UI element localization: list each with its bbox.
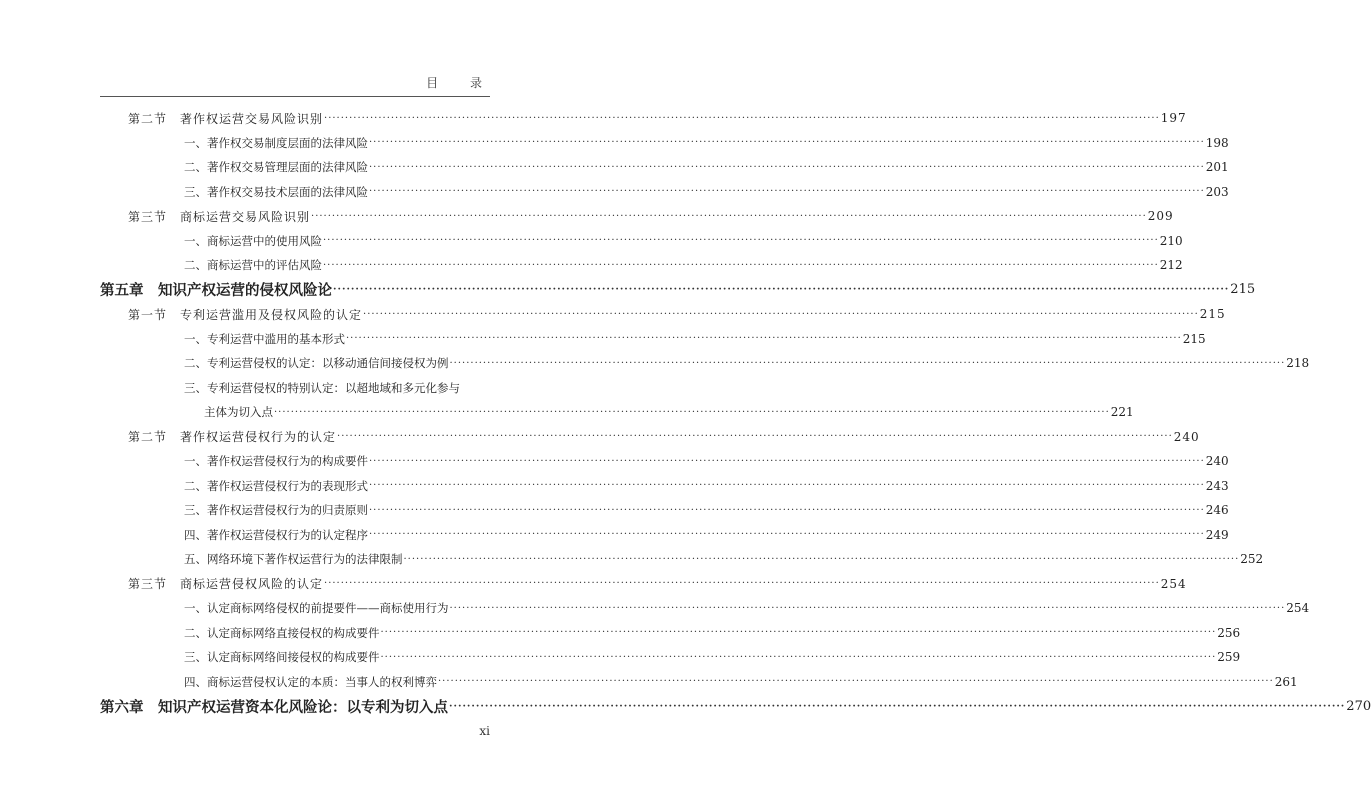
section-number: 第三节 — [128, 209, 168, 224]
leader-dots: ········································································································································································································ — [369, 186, 1205, 198]
toc-item-row[interactable] — [100, 547, 1264, 572]
toc-item-row[interactable] — [100, 523, 1229, 548]
toc-entry-title: 第六章 知识产权运营资本化风险论：以专利为切入点 — [100, 698, 448, 716]
toc-item-row[interactable] — [100, 131, 1229, 156]
toc-item-row[interactable] — [100, 449, 1229, 474]
toc-page-number: 215 — [1199, 307, 1226, 322]
leader-dots: ········································································································································································································ — [333, 284, 1230, 296]
leader-dots: ········································································································································································································ — [449, 357, 1286, 369]
leader-dots: ········································································································································································································ — [369, 455, 1205, 467]
toc-section-row[interactable] — [100, 572, 1187, 597]
toc-page-number: 198 — [1205, 135, 1229, 150]
toc-entry-title: 三、专利运营侵权的特别认定：以超地域和多元化参与 — [184, 380, 460, 395]
toc-page-number: 218 — [1286, 356, 1310, 371]
leader-dots: ········································································································································································································ — [380, 627, 1217, 639]
toc-item-row[interactable] — [100, 498, 1229, 523]
toc-item-row[interactable] — [100, 253, 1183, 278]
leader-dots: ········································································································································································································ — [369, 504, 1205, 516]
toc-entry-title: 二、著作权交易管理层面的法律风险 — [184, 160, 368, 175]
toc-page-number: 249 — [1205, 527, 1229, 542]
section-title: 专利运营滥用及侵权风险的认定 — [180, 307, 363, 322]
toc-entry-title — [128, 110, 323, 127]
toc-entry-title: 五、网络环境下著作权运营行为的法律限制 — [184, 552, 403, 567]
leader-dots: ········································································································································································································ — [346, 333, 1182, 345]
toc-entry-title: 第五章 知识产权运营的侵权风险论 — [100, 282, 332, 300]
toc-page-number: 243 — [1205, 478, 1229, 493]
leader-dots: ········································································································································································································ — [369, 137, 1205, 149]
toc-page-number: 201 — [1205, 160, 1229, 175]
toc-item-row[interactable] — [100, 670, 1298, 695]
toc-entry-title: 一、认定商标网络侵权的前提要件——商标使用行为 — [184, 601, 449, 616]
toc-entry-title — [128, 575, 323, 592]
toc-entry-title: 一、商标运营中的使用风险 — [184, 233, 322, 248]
toc-page-number: 215 — [1230, 282, 1256, 298]
toc-entry-title: 三、著作权交易技术层面的法律风险 — [184, 184, 368, 199]
toc-page-number: 259 — [1217, 650, 1241, 665]
toc-entry-title: 三、认定商标网络间接侵权的构成要件 — [184, 650, 380, 665]
toc-entry-title — [128, 428, 336, 445]
leader-dots: ········································································································································································································ — [324, 112, 1160, 124]
leader-dots: ········································································································································································································ — [324, 578, 1160, 590]
header-rule — [100, 96, 490, 97]
page-number: xi — [479, 724, 490, 738]
section-number: 第二节 — [128, 430, 168, 445]
leader-dots: ········································································································································································································ — [438, 676, 1274, 688]
leader-dots: ········································································································································································································ — [311, 210, 1147, 222]
toc-entry-title: 一、著作权运营侵权行为的构成要件 — [184, 454, 368, 469]
toc-item-row[interactable] — [100, 596, 1310, 621]
section-title: 商标运营交易风险识别 — [180, 209, 311, 224]
section-number: 第二节 — [128, 111, 168, 126]
toc-cont-row[interactable] — [100, 400, 1134, 425]
leader-dots: ········································································································································································································ — [449, 602, 1286, 614]
toc-page-number: 252 — [1240, 552, 1264, 567]
toc-page-number: 240 — [1173, 429, 1200, 444]
toc-page-number: 240 — [1205, 454, 1229, 469]
toc-item-row[interactable] — [100, 474, 1229, 499]
toc-item-row[interactable] — [100, 180, 1229, 205]
toc-page-number: 210 — [1159, 233, 1183, 248]
toc-entry-title: 二、认定商标网络直接侵权的构成要件 — [184, 625, 380, 640]
toc-entry-title — [128, 208, 310, 225]
toc-section-row[interactable] — [100, 106, 1187, 131]
leader-dots: ········································································································································································································ — [380, 651, 1217, 663]
toc-page-number: 197 — [1160, 111, 1187, 126]
toc-page-number: 246 — [1205, 503, 1229, 518]
leader-dots: ········································································································································································································ — [274, 406, 1110, 418]
toc-entry-title: 二、商标运营中的评估风险 — [184, 258, 322, 273]
toc-section-row[interactable] — [100, 204, 1174, 229]
toc-item-row[interactable] — [100, 229, 1183, 254]
section-number: 第一节 — [128, 307, 168, 322]
running-title: 目 录 — [426, 76, 496, 90]
toc-entry-title — [128, 306, 362, 323]
toc-page-number: 209 — [1147, 209, 1174, 224]
leader-dots: ········································································································································································································ — [403, 553, 1240, 565]
toc-entry-title: 三、著作权运营侵权行为的归责原则 — [184, 503, 368, 518]
table-of-contents — [100, 106, 1371, 719]
leader-dots: ········································································································································································································ — [337, 431, 1173, 443]
toc-item-row[interactable] — [100, 645, 1241, 670]
toc-page-number: 203 — [1205, 184, 1229, 199]
toc-item-row[interactable] — [100, 351, 1310, 376]
toc-item-row[interactable] — [100, 621, 1241, 646]
section-title: 著作权运营交易风险识别 — [180, 111, 324, 126]
leader-dots: ········································································································································································································ — [323, 259, 1159, 271]
toc-entry-title: 二、专利运营侵权的认定：以移动通信间接侵权为例 — [184, 356, 449, 371]
section-title: 著作权运营侵权行为的认定 — [180, 430, 337, 445]
toc-page-number: 256 — [1217, 625, 1241, 640]
toc-section-row[interactable] — [100, 425, 1200, 450]
toc-page-number: 215 — [1182, 331, 1206, 346]
toc-entry-title: 四、著作权运营侵权行为的认定程序 — [184, 527, 368, 542]
section-title: 商标运营侵权风险的认定 — [180, 577, 324, 592]
leader-dots: ········································································································································································································ — [323, 235, 1159, 247]
leader-dots: ········································································································································································································ — [369, 480, 1205, 492]
toc-page-number: 212 — [1159, 258, 1183, 273]
toc-section-row[interactable] — [100, 302, 1226, 327]
toc-entry-title: 四、商标运营侵权认定的本质：当事人的权利博弈 — [184, 674, 437, 689]
toc-page-number: 261 — [1274, 674, 1298, 689]
toc-page-number: 221 — [1110, 405, 1134, 420]
toc-page-number: 254 — [1160, 576, 1187, 591]
toc-entry-title: 一、著作权交易制度层面的法律风险 — [184, 135, 368, 150]
toc-chapter-row[interactable] — [100, 278, 1256, 303]
toc-item-row[interactable] — [100, 155, 1229, 180]
leader-dots: ········································································································································································································ — [369, 529, 1205, 541]
toc-entry-title: 一、专利运营中滥用的基本形式 — [184, 331, 345, 346]
section-number: 第三节 — [128, 577, 168, 592]
toc-item-row[interactable] — [100, 327, 1206, 352]
toc-page-number: 270 — [1346, 698, 1371, 714]
toc-page-number: 254 — [1286, 601, 1310, 616]
toc-chapter-row[interactable] — [100, 694, 1371, 719]
toc-entry-title: 二、著作权运营侵权行为的表现形式 — [184, 478, 368, 493]
leader-dots: ········································································································································································································ — [449, 700, 1346, 712]
toc-item-row[interactable] — [100, 376, 490, 401]
toc-entry-title: 主体为切入点 — [204, 405, 273, 420]
leader-dots: ········································································································································································································ — [363, 308, 1199, 320]
leader-dots: ········································································································································································································ — [369, 161, 1205, 173]
